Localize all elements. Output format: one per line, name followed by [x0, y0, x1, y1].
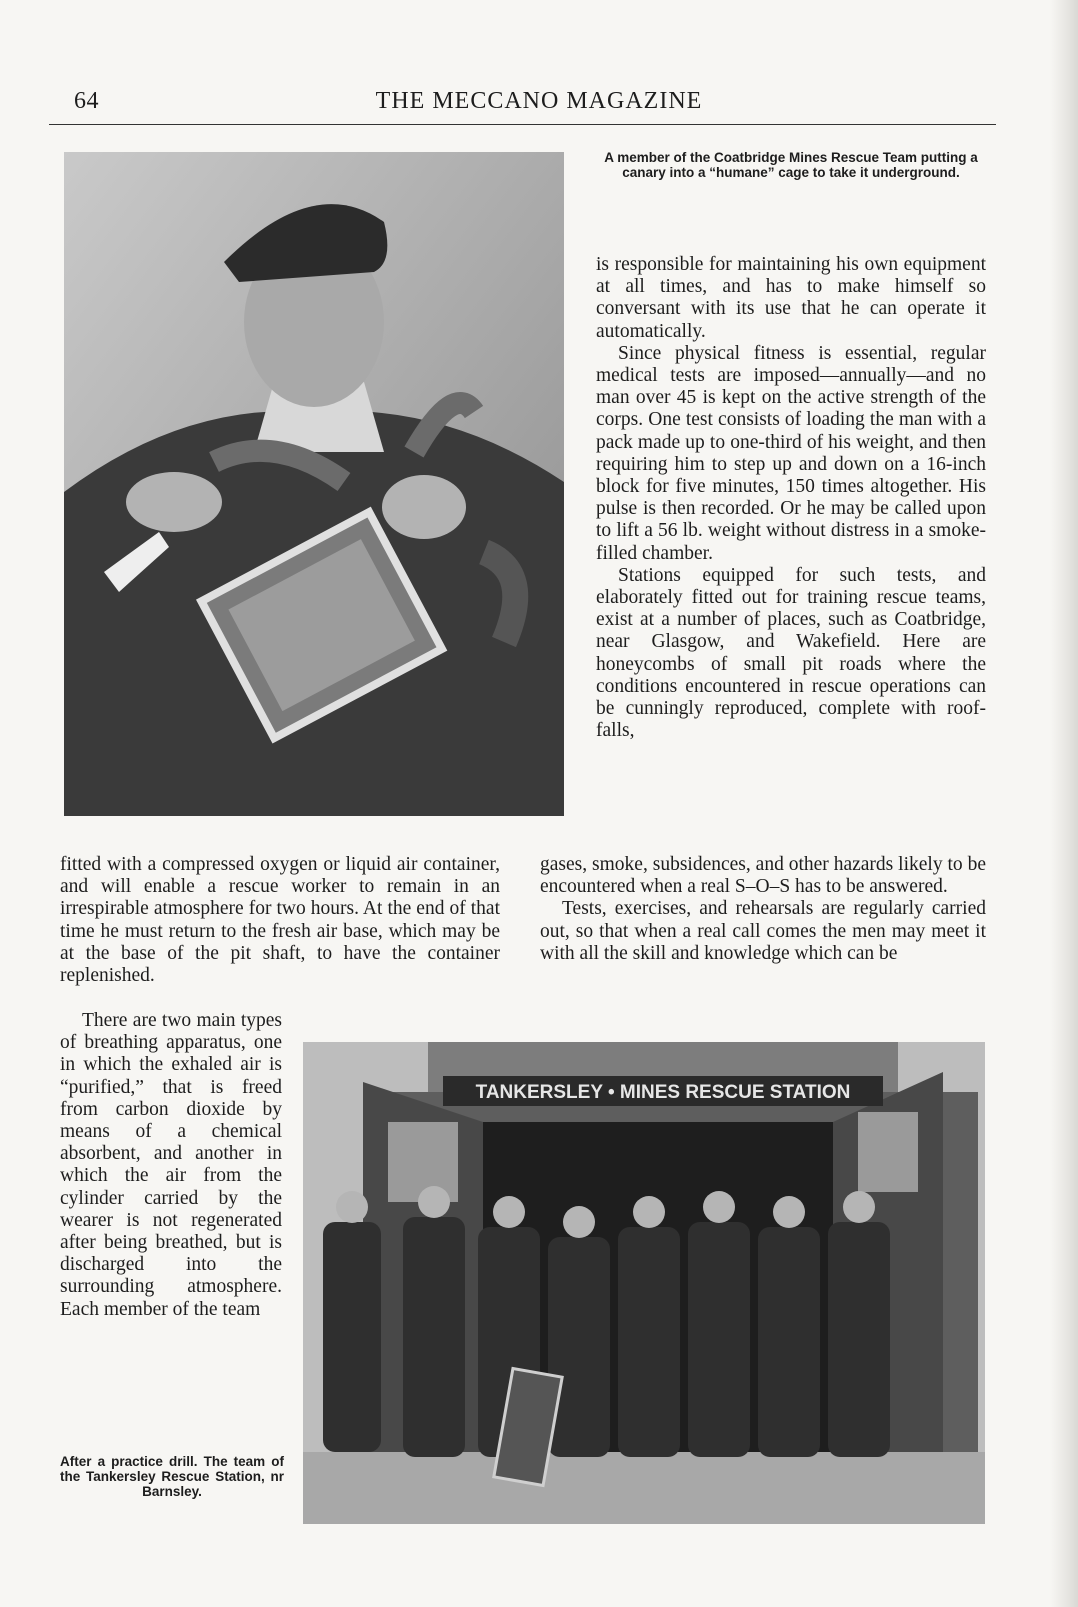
- article-paragraph: gases, smoke, subsidences, and other hazards likely to be encountered when a real S–O–S has to be answered.: [540, 854, 986, 898]
- page-edge-shadow: [1050, 0, 1078, 1607]
- article-narrow-column: [60, 1010, 282, 1321]
- article-paragraph: There are two main types of breathing apparatus, one in which the exhaled air is “purified,” that is freed from carbon dioxide by means of a chemical absorbent, and another in which the air from the cylinder carried by the wearer is not regenerated after being breathed, but is discharged into the surrounding atmosphere. Each member of the team: [60, 1010, 282, 1320]
- photo-tankersley-team: [303, 1042, 985, 1524]
- article-paragraph: fitted with a compressed oxygen or liquid air container, and will enable a rescue worker to remain in an irrespirable atmosphere for two hours. At the end of that time he must return to the fresh air base, which may be at the base of the pit shaft, to have the container replenished.: [60, 854, 500, 987]
- article-paragraph: Since physical fitness is essential, regular medical tests are imposed—annually—and no man over 45 is kept on the active strength of the corps. One test consists of loading the man with a pack made up to one-third of his weight, and then requiring him to step up and down on a 16-inch block for five minutes, 150 times altogether. His pulse is then recorded. Or he may be called upon to lift a 56 lb. weight without distress in a smoke-filled chamber.: [596, 342, 986, 564]
- article-right-column: [596, 254, 986, 742]
- sign-text: TANKERSLEY • MINES RESCUE STATION: [475, 1082, 851, 1103]
- article-paragraph: Stations equipped for such tests, and elaborately fitted out for training rescue teams, exist at a number of places, such as Coatbridge, near Glasgow, and Wakefield. Here are honeycombs of small pit roads where the conditions encountered in rescue operations can be cunningly reproduced, complete with roof-falls,: [596, 564, 986, 742]
- article-left-paragraph: [60, 854, 500, 987]
- page-number: 64: [74, 88, 99, 114]
- article-paragraph: is responsible for maintaining his own equipment at all times, and has to make himself so conversant with its use that he can operate it automatically.: [596, 254, 986, 342]
- header-rule: [49, 124, 996, 125]
- article-right-continuation: [540, 854, 986, 965]
- photo-canary-cage: [64, 152, 564, 816]
- photo-caption-bottom: After a practice drill. The team of the Tankersley Rescue Station, nr Barnsley.: [60, 1454, 284, 1499]
- photo-caption-top: A member of the Coatbridge Mines Rescue Team putting a canary into a “humane” cage to take it underground.: [604, 150, 978, 180]
- magazine-title: THE MECCANO MAGAZINE: [375, 88, 703, 114]
- article-paragraph: Tests, exercises, and rehearsals are regularly carried out, so that when a real call comes the men may meet it with all the skill and knowledge which can be: [540, 898, 986, 964]
